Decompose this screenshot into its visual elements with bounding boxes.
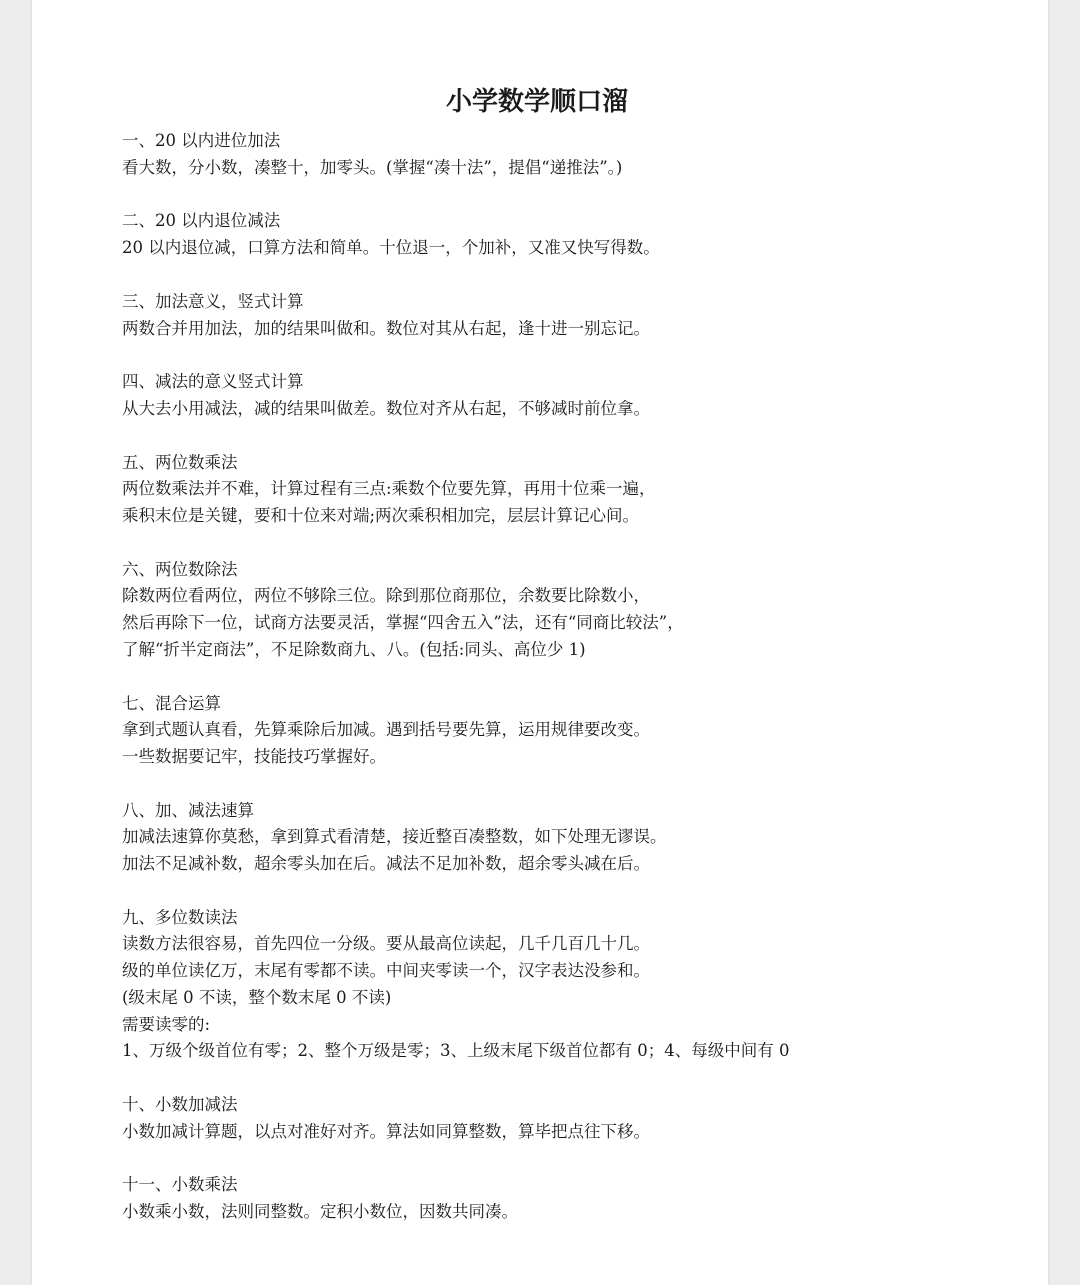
section-line: (级末尾 0 不读，整个数末尾 0 不读) bbox=[122, 987, 392, 1007]
section-line: 拿到式题认真看，先算乘除后加减。遇到括号要先算，运用规律要改变。 bbox=[122, 720, 650, 740]
section-heading: 六、两位数除法 bbox=[122, 559, 238, 579]
section-heading: 十一、小数乘法 bbox=[122, 1175, 238, 1195]
section-7 bbox=[122, 691, 1022, 771]
section-line: 看大数，分小数，凑整十，加零头。(掌握“凑十法”，提倡“递推法”。) bbox=[122, 157, 623, 177]
section-1 bbox=[122, 128, 1022, 181]
section-line: 除数两位看两位，两位不够除三位。除到那位商那位，余数要比除数小， bbox=[122, 586, 650, 606]
section-line: 然后再除下一位，试商方法要灵活，掌握“四舍五入”法，还有“同商比较法”， bbox=[122, 613, 684, 633]
section-11 bbox=[122, 1172, 1022, 1225]
section-line: 1、万级个级首位有零；2、整个万级是零；3、上级末尾下级首位都有 0；4、每级中间有 0 bbox=[122, 1041, 790, 1061]
section-9 bbox=[122, 905, 1022, 1065]
section-heading: 四、减法的意义竖式计算 bbox=[122, 372, 304, 392]
section-heading: 三、加法意义，竖式计算 bbox=[122, 291, 304, 311]
section-line: 需要读零的: bbox=[122, 1014, 211, 1034]
section-line: 读数方法很容易，首先四位一分级。要从最高位读起，几千几百几十几。 bbox=[122, 934, 650, 954]
section-line: 20 以内退位减，口算方法和简单。十位退一，个加补，又准又快写得数。 bbox=[122, 238, 660, 258]
document-page bbox=[32, 0, 1048, 1285]
section-line: 从大去小用减法，减的结果叫做差。数位对齐从右起，不够减时前位拿。 bbox=[122, 398, 650, 418]
section-5 bbox=[122, 450, 1022, 530]
section-heading: 九、多位数读法 bbox=[122, 907, 238, 927]
section-line: 加减法速算你莫愁，拿到算式看清楚，接近整百凑整数，如下处理无谬误。 bbox=[122, 827, 667, 847]
section-heading: 一、20 以内进位加法 bbox=[122, 131, 281, 150]
section-line: 小数加减计算题，以点对准好对齐。算法如同算整数，算毕把点往下移。 bbox=[122, 1121, 650, 1141]
section-heading: 二、20 以内退位减法 bbox=[122, 211, 281, 231]
section-line: 两数合并用加法，加的结果叫做和。数位对其从右起，逢十进一别忘记。 bbox=[122, 318, 650, 338]
section-heading: 七、混合运算 bbox=[122, 693, 221, 713]
section-line: 两位数乘法并不难，计算过程有三点:乘数个位要先算，再用十位乘一遍， bbox=[122, 479, 656, 499]
section-8 bbox=[122, 798, 1022, 878]
section-3 bbox=[122, 289, 1022, 342]
document-title: 小学数学顺口溜 bbox=[445, 87, 628, 117]
section-10 bbox=[122, 1092, 1022, 1145]
section-line: 一些数据要记牢，技能技巧掌握好。 bbox=[122, 746, 386, 766]
section-line: 了解“折半定商法”，不足除数商九、八。(包括:同头、高位少 1) bbox=[122, 639, 586, 659]
section-line: 乘积末位是关键，要和十位来对端;两次乘积相加完，层层计算记心间。 bbox=[122, 506, 640, 526]
section-line: 级的单位读亿万，末尾有零都不读。中间夹零读一个，汉字表达没参和。 bbox=[122, 961, 650, 981]
section-line: 小数乘小数，法则同整数。定积小数位，因数共同凑。 bbox=[122, 1202, 518, 1222]
document-body bbox=[122, 84, 1022, 1253]
section-line: 加法不足减补数，超余零头加在后。减法不足加补数，超余零头减在后。 bbox=[122, 854, 650, 874]
section-heading: 八、加、减法速算 bbox=[122, 800, 254, 820]
section-heading: 十、小数加减法 bbox=[122, 1094, 238, 1114]
section-6 bbox=[122, 557, 1022, 664]
section-2 bbox=[122, 208, 1022, 261]
section-heading: 五、两位数乘法 bbox=[122, 452, 238, 472]
section-4 bbox=[122, 369, 1022, 422]
sections-container bbox=[122, 128, 1022, 1226]
